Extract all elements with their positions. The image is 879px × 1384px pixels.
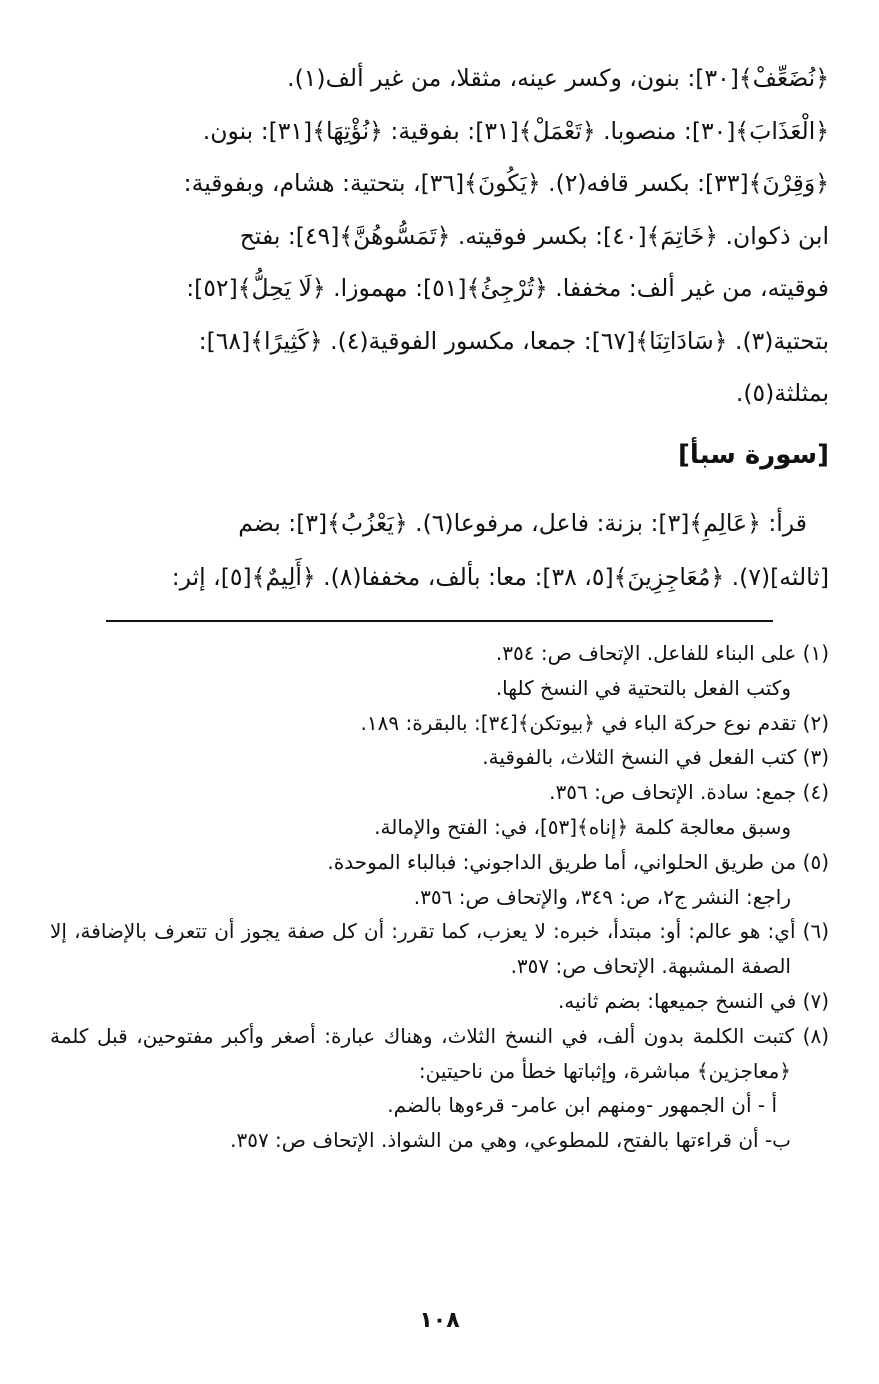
text-line: ﴿نُضَعِّفْ﴾[٣٠]: بنون، وكسر عينه، مثقلا، من غير ألف(١). — [287, 64, 829, 92]
footnotes-block — [50, 636, 829, 1158]
footnote-6: (٦) أي: هو عالم: أو: مبتدأ، خبره: لا يعزب، كما تقرر: أن كل صفة يجوز أن تتعرف بالإضافة، إلا الصفة المشبهة. الإتحاف ص: ٣٥٧. — [50, 919, 829, 979]
text-line: بتحتية(٣). ﴿سَادَاتِنَا﴾[٦٧]: جمعا، مكسور الفوقية(٤). ﴿كَثِيرًا﴾[٦٨]: — [198, 326, 829, 355]
main-text-block — [50, 52, 829, 420]
text-line: فوقيته، من غير ألف: مخففا. ﴿تُرْجِئُ﴾[٥١]: مهموزا. ﴿لَا يَحِلُّ﴾[٥٢]: — [186, 274, 829, 302]
section-text-block — [50, 496, 829, 604]
footnote-2: (٢) تقدم نوع حركة الباء في ﴿بيوتكن﴾[٣٤]: بالبقرة: ١٨٩. — [360, 710, 829, 735]
footnote-8-item-a: أ - أن الجمهور -ومنهم ابن عامر- قرءوها بالضم. — [387, 1093, 777, 1118]
footnote-8-item-b: ب- أن قراءتها بالفتح، للمطوعي، وهي من الشواذ. الإتحاف ص: ٣٥٧. — [230, 1128, 791, 1153]
text-line: قرأ: ﴿عَالِمِ﴾[٣]: بزنة: فاعل، مرفوعا(٦). ﴿يَعْزُبُ﴾[٣]: بضم — [238, 509, 807, 537]
text-line: ابن ذكوان. ﴿خَاتِمَ﴾[٤٠]: بكسر فوقيته. ﴿تَمَسُّوهُنَّ﴾[٤٩]: بفتح — [239, 221, 829, 250]
section-heading: [سورة سبأ] — [678, 440, 829, 470]
footnote-1-continued: وكتب الفعل بالتحتية في النسخ كلها. — [495, 675, 791, 700]
footnote-8: (٨) كتبت الكلمة بدون ألف، في النسخ الثلاث، وهناك عبارة: أصغر وأكبر مفتوحين، قبل كلمة ﴿معاجزين﴾ مباشرة، وإثباتها خطأ من ناحيتين: — [50, 1023, 829, 1083]
text-line: بمثلثة(٥). — [735, 379, 829, 407]
text-line: ﴿الْعَذَابَ﴾[٣٠]: منصوبا. ﴿تَعْمَلْ﴾[٣١]: بفوقية: ﴿نُؤْتِهَا﴾[٣١]: بنون. — [202, 116, 829, 145]
footnote-5-continued: راجع: النشر ج٢، ص: ٣٤٩، والإتحاف ص: ٣٥٦. — [413, 884, 791, 909]
footnote-divider — [106, 620, 773, 622]
page-number: ١٠٨ — [419, 1308, 460, 1333]
footnote-3: (٣) كتب الفعل في النسخ الثلاث، بالفوقية. — [482, 745, 829, 770]
text-line: ﴿وَقِرْنَ﴾[٣٣]: بكسر قافه(٢). ﴿يَكُونَ﴾[٣٦]، بتحتية: هشام، وبفوقية: — [183, 169, 829, 197]
footnote-4: (٤) جمع: سادة. الإتحاف ص: ٣٥٦. — [549, 780, 829, 805]
text-line: [ثالثه](٧). ﴿مُعَاجِزِينَ﴾[٥، ٣٨]: معا: بألف، مخففا(٨). ﴿أَلِيمٌ﴾[٥]، إثر: — [171, 563, 829, 591]
footnote-1: (١) على البناء للفاعل. الإتحاف ص: ٣٥٤. — [495, 641, 829, 665]
footnote-7: (٧) في النسخ جميعها: بضم ثانيه. — [557, 988, 829, 1013]
footnote-5: (٥) من طريق الحلواني، أما طريق الداجوني: فبالباء الموحدة. — [327, 849, 829, 874]
footnote-4-continued: وسبق معالجة كلمة ﴿إناه﴾[٥٣]، في: الفتح والإمالة. — [374, 814, 791, 839]
